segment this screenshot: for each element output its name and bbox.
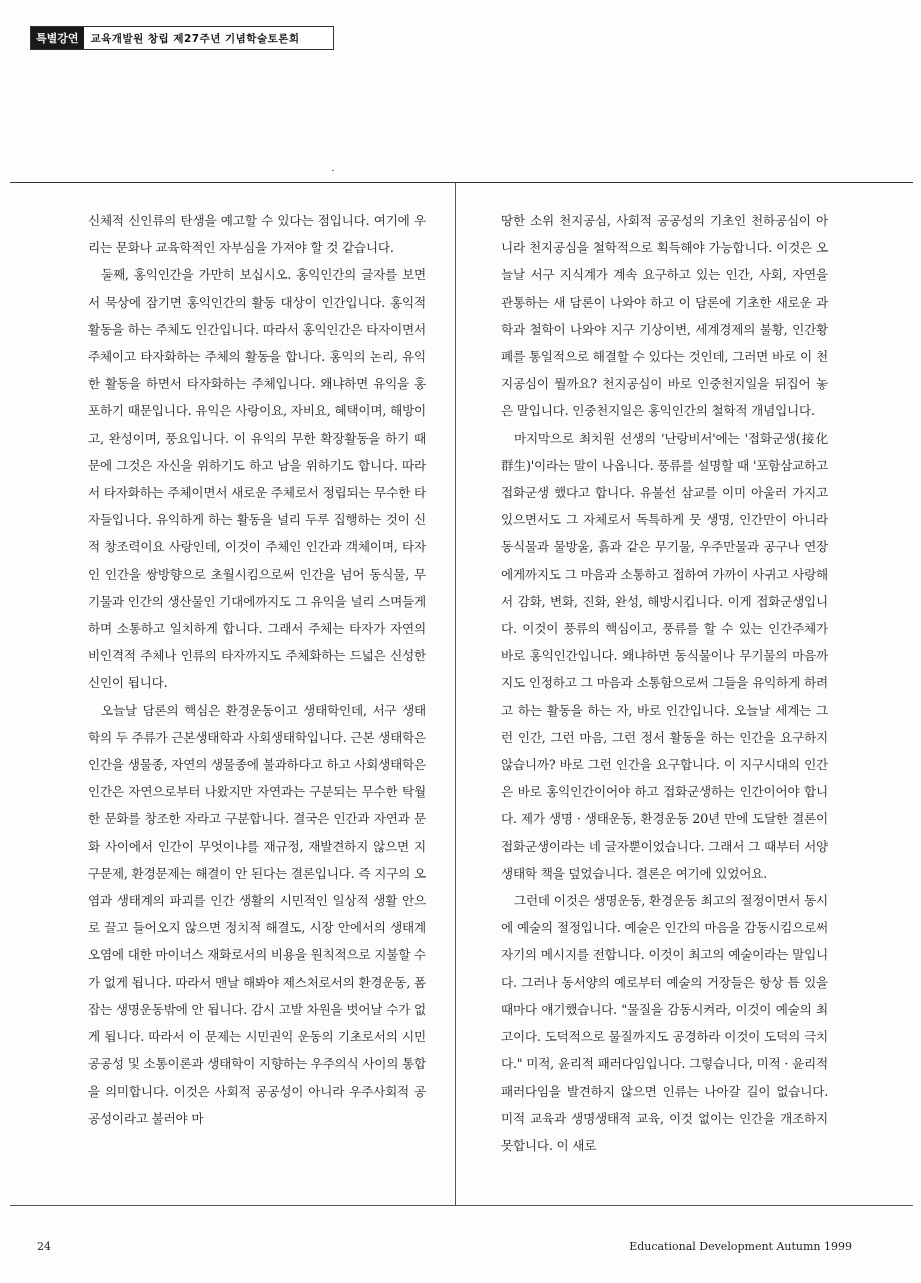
page-number: 24	[37, 1240, 51, 1253]
paragraph: 땅한 소위 천지공심, 사회적 공공성의 기초인 천하공심이 아니라 천지공심을 철학적으로 획득해야 가능합니다. 이것은 오늘날 서구 지식계가 계속 요구하고 있는 인간, 사회, 자연을 관통하는 새 담론이 나와야 하고 이 담론에 기초한 새로운 과학과 철학이 나와야 지구 기상이변, 세계경제의 불황, 인간황폐를 통일적으로 해결할 수 있다는 것인데, 그러면 바로 이 천지공심이 뭘까요? 천지공심이 바로 인중천지일을 뒤집어 놓은 말입니다. 인중천지일은 홍익인간의 철학적 개념입니다.	[501, 213, 828, 419]
section-tag: 특별강연	[31, 27, 84, 49]
section-title: 교육개발원 창립 제27주년 기념학술토론회	[90, 32, 300, 45]
top-rule	[10, 182, 913, 183]
right-column	[501, 207, 828, 1197]
paragraph: 그런데 이것은 생명운동, 환경운동 최고의 절정이면서 동시에 예술의 절정입니다. 예술은 인간의 마음을 감동시킴으로써 자기의 메시지를 전합니다. 이것이 최고의 예술이라는 말입니다. 그러나 동서양의 예로부터 예술의 거장들은 항상 틈 있을 때마다 얘기했습니다. "물질을 감동시켜라, 이것이 예술의 최고이다. 도덕적으로 물질까지도 공경하라 이것이 도덕의 극치다." 미적, 윤리적 패러다임입니다. 그렇습니다, 미적 · 윤리적 패러다임을 발견하지 않으면 인류는 나아갈 길이 없습니다. 미적 교육과 생명생태적 교육, 이것 없이는 인간을 개조하지 못합니다. 이 새로	[501, 893, 828, 1153]
column-divider	[455, 183, 456, 1205]
print-speck	[332, 170, 334, 171]
bottom-rule	[10, 1205, 913, 1206]
running-footer: Educational Development Autumn 1999	[629, 1240, 852, 1253]
section-header	[30, 26, 334, 50]
paragraph: 마지막으로 최치원 선생의 '난랑비서'에는 '접화군생(接化群生)'이라는 말이 나옵니다. 풍류를 설명할 때 '포함삼교하고 접화군생 했다고 합니다. 유불선 삼교를 이미 아울러 가지고 있으면서도 그 자체로서 독특하게 뭇 생명, 인간만이 아니라 동식물과 물방울, 흙과 같은 무기물, 우주만물과 공구나 연장에게까지도 그 마음과 소통하고 접하여 가까이 사귀고 사랑해서 감화, 변화, 진화, 완성, 해방시킵니다. 이게 접화군생입니다. 이것이 풍류의 핵심이고, 풍류를 할 수 있는 인간주체가 바로 홍익인간입니다. 왜냐하면 동식물이나 무기물의 마음까지도 인정하고 그 마음과 소통함으로써 그들을 유익하게 하려고 하는 활동을 하는 자, 바로 인간입니다. 오늘날 세계는 그런 인간, 그런 마음, 그런 정서 활동을 하는 인간을 요구하지 않습니까? 바로 그런 인간을 요구합니다. 이 지구시대의 인간은 바로 홍익인간이어야 하고 접화군생하는 인간이어야 합니다. 제가 생명 · 생태운동, 환경운동 20년 만에 도달한 결론이 접화군생이라는 네 글자뿐이었습니다. 그래서 그 때부터 서양 생태학 책을 덮었습니다. 결론은 여기에 있었어요.	[501, 430, 828, 881]
paragraph: 신체적 신인류의 탄생을 예고할 수 있다는 점입니다. 여기에 우리는 문화나 교육학적인 자부심을 가져야 할 것 같습니다.	[88, 213, 426, 256]
left-column	[88, 207, 426, 1197]
paragraph: 오늘날 담론의 핵심은 환경운동이고 생태학인데, 서구 생태학의 두 주류가 근본생태학과 사회생태학입니다. 근본 생태학은 인간을 생물종, 자연의 생물종에 불과하다고 하고 사회생태학은 인간은 자연으로부터 나왔지만 자연과는 구분되는 무수한 탁월한 문화를 창조한 자라고 구분합니다. 결국은 인간과 자연과 문화 사이에서 인간이 무엇이냐를 재규정, 재발견하지 않으면 지구문제, 환경문제는 해결이 안 된다는 결론입니다. 즉 지구의 오염과 생태계의 파괴를 인간 생활의 시민적인 일상적 생활 안으로 끌고 들어오지 않으면 정치적 해결도, 시장 안에서의 생태계 오염에 대한 마이너스 재화로서의 비용을 원칙적으로 지불할 수가 없게 됩니다. 따라서 맨날 해봐야 제스처로서의 환경운동, 폼잡는 생명운동밖에 안 됩니다. 감시 고발 차원을 벗어날 수가 없게 됩니다. 따라서 이 문제는 시민권익 운동의 기초로서의 시민 공공성 및 소통이론과 생태학이 지향하는 우주의식 사이의 통합을 의미합니다. 이것은 사회적 공공성이 아니라 우주사회적 공공성이라고 불러야 마	[88, 702, 426, 1126]
paragraph: 둘째, 홍익인간을 가만히 보십시오. 홍익인간의 글자를 보면서 묵상에 잠기면 홍익인간의 활동 대상이 인간입니다. 홍익적 활동을 하는 주체도 인간입니다. 따라서 홍익인간은 타자이면서 주체이고 타자화하는 주체의 활동을 합니다. 홍익의 논리, 유익한 활동을 하면서 타자화하는 주체입니다. 왜냐하면 유익을 홍포하기 때문입니다. 유익은 사랑이요, 자비요, 혜택이며, 해방이고, 완성이며, 풍요입니다. 이 유익의 무한 확장활동을 하기 때문에 그것은 자신을 위하기도 하고 남을 위하기도 합니다. 따라서 타자화하는 주체이면서 새로운 주체로서 정립되는 무수한 타자들입니다. 유익하게 하는 활동을 널리 두루 집행하는 것이 신적 창조력이요 사랑인데, 이것이 주체인 인간과 객체이며, 타자인 인간을 쌍방향으로 초월시킴으로써 인간을 넘어 동식물, 무기물과 인간의 생산물인 기대에까지도 그 유익을 널리 스며들게 하며 소통하고 일치하게 합니다. 그래서 주체는 타자가 자연의 비인격적 주체나 인류의 타자까지도 주체화하는 드넓은 신성한 신인이 됩니다.	[88, 267, 426, 691]
